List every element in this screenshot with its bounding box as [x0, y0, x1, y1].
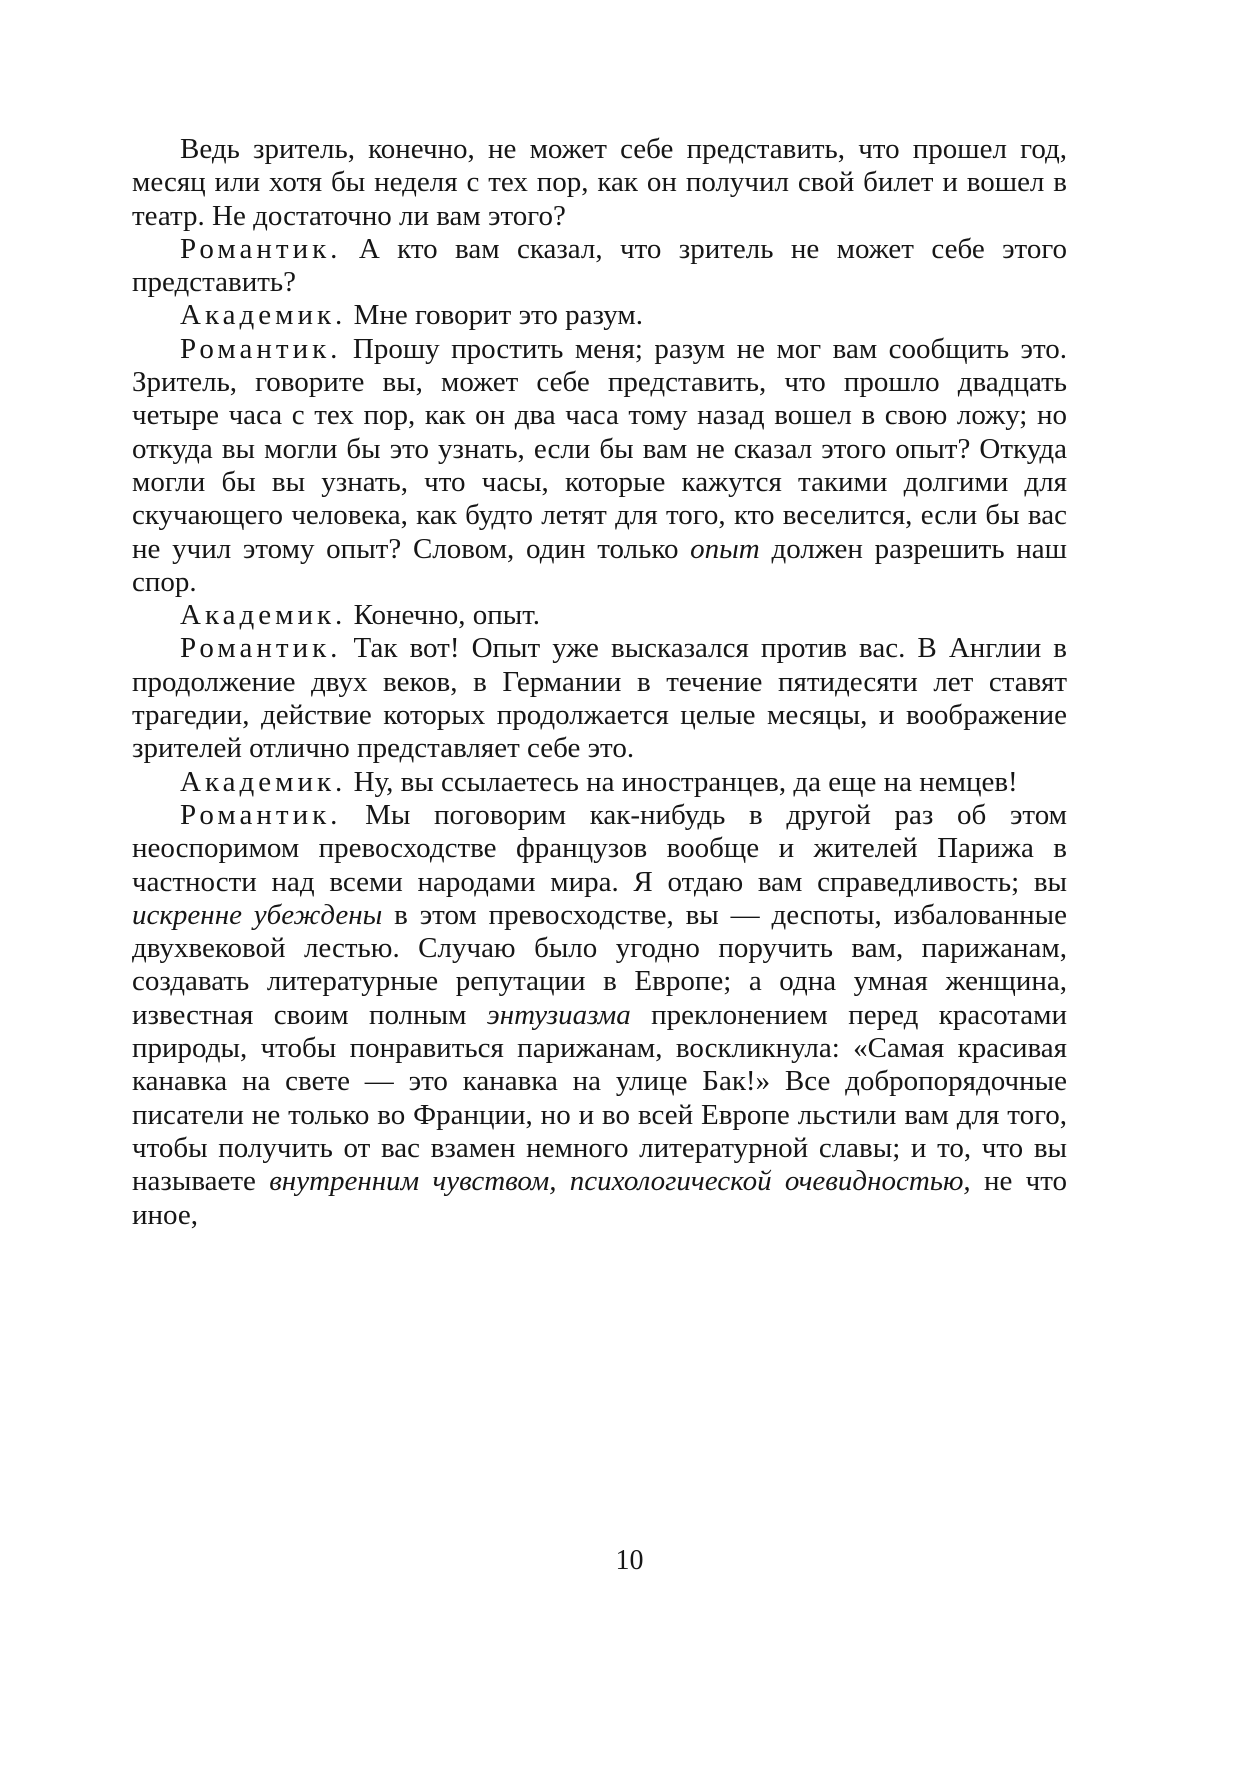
speaker-name: Романтик.: [180, 332, 342, 365]
text-segment: преклонением перед красотами природы, чтобы понравиться парижанам, воскликнула: «Самая красивая канавка на свете — это канавка на улице Бак!» Все добропорядочные писатели не только во Франции, но и во всей Европе льстили вам для того, чтобы получить от вас взамен немного литературной славы; и то, что вы называете: [132, 998, 1067, 1198]
text-segment: Ну, вы ссылаетесь на иностранцев, да еще на немцев!: [353, 765, 1018, 798]
paragraph: [132, 632, 1067, 765]
speaker-name: Академик.: [180, 299, 347, 332]
paragraph: [132, 133, 1067, 233]
paragraph: [132, 299, 1067, 332]
text-segment: Конечно, опыт.: [353, 599, 540, 632]
page-number: 10: [615, 1545, 644, 1576]
speaker-name: Романтик.: [180, 798, 342, 831]
text-segment: Так вот! Опыт уже высказался против вас. В Англии в продолжение двух веков, в Германии в течение пятидесяти лет ставят трагедии, действие которых продолжается целые месяцы, и воображение зрителей отлично представляет себе это.: [132, 632, 1068, 765]
text-segment: Ведь зритель, конечно, не может себе представить, что прошел год, месяц или хотя бы неделя с тех пор, как он получил свой билет и вошел в театр. Не достаточно ли вам этого?: [132, 133, 1067, 232]
text-segment: Мы поговорим как-нибудь в другой раз об этом неоспоримом превосходстве французов вообще и жителей Парижа в частности над всеми народами мира. Я отдаю вам справедливость; вы: [132, 798, 1067, 898]
paragraph: [132, 599, 1067, 632]
text-segment: А кто вам сказал, что зритель не может себе этого представить?: [132, 232, 1067, 299]
speaker-name: Романтик.: [180, 632, 342, 665]
italic-text: энтузиазма: [486, 998, 631, 1031]
italic-text: внутренним чувством, психологической очевидностью,: [269, 1165, 971, 1198]
italic-text: искренне убеждены: [132, 898, 383, 931]
text-segment: не что иное,: [132, 1165, 1067, 1231]
text-segment: Мне говорит это разум.: [353, 299, 644, 332]
paragraph: [132, 233, 1067, 300]
page-body: [132, 133, 1067, 1232]
speaker-name: Академик.: [180, 599, 347, 632]
paragraph: [132, 766, 1067, 799]
text-segment: в этом превосходстве, вы — деспоты, избалованные двухвековой лестью. Случаю было угодно поручить вам, парижанам, создавать литературные репутации в Европе; а одна умная женщина, известная своим полным: [132, 898, 1067, 1031]
paragraph: [132, 333, 1067, 599]
italic-text: опыт: [690, 532, 760, 565]
text-segment: Прошу простить меня; разум не мог вам сообщить это. Зритель, говорите вы, может себе представить, что прошло двадцать четыре часа с тех пор, как он два часа тому назад вошел в свою ложу; но откуда вы могли бы это узнать, если бы вам не сказал этого опыт? Откуда могли бы вы узнать, что часы, которые кажутся такими долгими для скучающего человека, как будто летят для того, кто веселится, если бы вас не учил этому опыт? Словом, один только: [132, 332, 1067, 565]
paragraph: [132, 799, 1067, 1232]
speaker-name: Романтик.: [180, 232, 342, 265]
speaker-name: Академик.: [180, 765, 347, 798]
text-segment: должен разрешить наш спор.: [132, 532, 1067, 598]
